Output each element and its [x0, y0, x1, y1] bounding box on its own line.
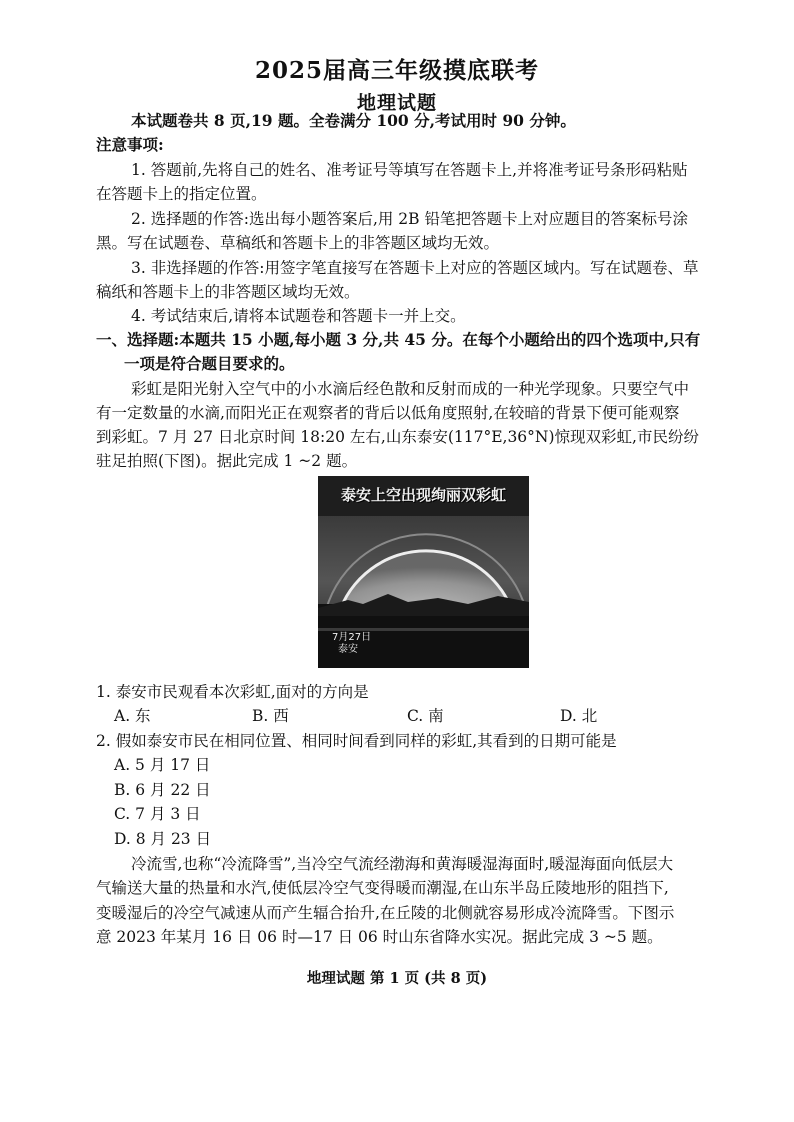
notice-heading: 注意事项:: [96, 135, 164, 154]
exam-title: 2025届高三年级摸底联考: [254, 57, 539, 84]
passage1-line-2: 有一定数量的水滴,而阳光正在观察者的背后以低角度照射,在较暗的背景下便可能观察: [96, 404, 680, 422]
notice-item-2-line-2: 黑。写在试题卷、草稿纸和答题卡上的非答题区域均无效。: [96, 234, 500, 252]
question-2-option-a: A. 5 月 17 日: [114, 756, 211, 774]
passage1-line-1: 彩虹是阳光射入空气中的小水滴后经色散和反射而成的一种光学现象。只要空气中: [131, 380, 690, 398]
notice-item-1-line-1: 1. 答题前,先将自己的姓名、准考证号等填写在答题卡上,并将准考证号条形码粘贴: [131, 161, 688, 179]
question-1-option-a: A. 东: [114, 707, 151, 725]
question-2-option-b: B. 6 月 22 日: [114, 781, 211, 799]
passage2-line-2: 气输送大量的热量和水汽,使低层冷空气变得暖而潮湿,在山东半岛丘陵地形的阻挡下,: [96, 879, 669, 897]
exam-info: 本试题卷共 8 页,19 题。全卷满分 100 分,考试用时 90 分钟。: [131, 111, 576, 130]
passage1-line-3: 到彩虹。7 月 27 日北京时间 18:20 左右,山东泰安(117°E,36°N)惊现双彩虹,市民纷纷: [96, 428, 699, 446]
question-1-option-b: B. 西: [252, 707, 289, 725]
question-2-option-c: C. 7 月 3 日: [114, 805, 201, 823]
notice-item-3-line-2: 稿纸和答题卡上的非答题区域均无效。: [96, 283, 360, 301]
question-2-stem: 2. 假如泰安市民在相同位置、相同时间看到同样的彩虹,其看到的日期可能是: [96, 732, 617, 750]
rainbow-photo: [318, 476, 529, 668]
photo-place: 泰安: [338, 644, 358, 655]
notice-item-4: 4. 考试结束后,请将本试题卷和答题卡一并上交。: [131, 307, 466, 325]
question-1-stem: 1. 泰安市民观看本次彩虹,面对的方向是: [96, 683, 369, 701]
photo-date: 7月27日: [332, 632, 372, 643]
passage1-line-4: 驻足拍照(下图)。据此完成 1 ~2 题。: [96, 452, 358, 470]
page-footer: 地理试题 第 1 页 (共 8 页): [306, 970, 488, 987]
question-1-option-c: C. 南: [407, 707, 444, 725]
section-heading-line-1: 一、选择题:本题共 15 小题,每小题 3 分,共 45 分。在每个小题给出的四个选项中,只有: [96, 330, 701, 349]
question-1-option-d: D. 北: [560, 707, 598, 725]
exam-subject: 地理试题: [356, 92, 437, 114]
passage2-line-1: 冷流雪,也称“冷流降雪”,当冷空气流经渤海和黄海暖湿海面时,暖湿海面向低层大: [131, 855, 674, 873]
notice-item-3-line-1: 3. 非选择题的作答:用签字笔直接写在答题卡上对应的答题区域内。写在试题卷、草: [131, 259, 699, 277]
photo-caption: 泰安上空出现绚丽双彩虹: [340, 486, 506, 504]
notice-item-2-line-1: 2. 选择题的作答:选出每小题答案后,用 2B 铅笔把答题卡上对应题目的答案标号涂: [131, 210, 688, 228]
section-heading-line-2: 一项是符合题目要求的。: [124, 354, 295, 373]
passage2-line-4: 意 2023 年某月 16 日 06 时—17 日 06 时山东省降水实况。据此完成 3 ~5 题。: [96, 928, 663, 946]
question-2-option-d: D. 8 月 23 日: [114, 830, 212, 848]
passage2-line-3: 变暖湿后的冷空气减速从而产生辐合抬升,在丘陵的北侧就容易形成冷流降雪。下图示: [96, 904, 675, 922]
notice-item-1-line-2: 在答题卡上的指定位置。: [96, 185, 267, 203]
